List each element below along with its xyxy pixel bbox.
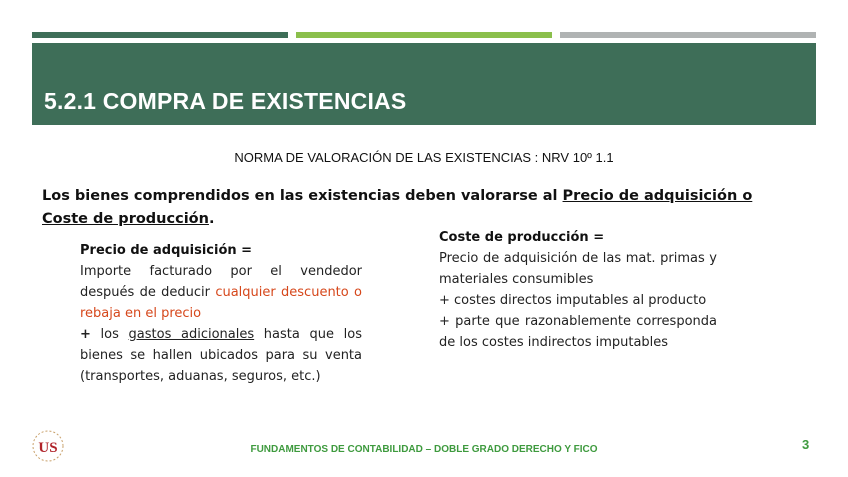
- svg-text:US: US: [38, 440, 58, 456]
- intro-paragraph: [42, 185, 802, 231]
- production-cost-block: [439, 227, 717, 353]
- acquisition-text-3: hasta que los bienes se hallen ubicados para su venta (transportes, aduanas, seguros, etc.): [80, 327, 362, 384]
- acquisition-text-1: Importe facturado por el vendedor después de deducir: [80, 264, 362, 300]
- accent-bar-light: [296, 32, 552, 38]
- page-number: 3: [802, 437, 810, 452]
- intro-text: Los bienes comprendidos en las existencias deben valorarse al: [42, 188, 563, 204]
- footer-text: FUNDAMENTOS DE CONTABILIDAD – DOBLE GRADO DERECHO Y FICO: [250, 444, 598, 455]
- production-line-1: Precio de adquisición de las mat. primas y materiales consumibles: [439, 251, 717, 287]
- title-band: [32, 43, 816, 125]
- acquisition-heading: Precio de adquisición =: [80, 243, 253, 258]
- intro-end: .: [208, 211, 215, 227]
- intro-underline-1: Precio de adquisición o: [562, 188, 753, 204]
- production-line-3: + parte que razonablemente corresponda de los costes indirectos imputables: [439, 314, 717, 350]
- accent-bar-dark: [32, 32, 288, 38]
- production-heading: Coste de producción =: [439, 230, 605, 245]
- acquisition-price-block: [80, 240, 362, 387]
- additional-costs-text: gastos adicionales: [128, 327, 255, 342]
- intro-underline-2: Coste de producción: [42, 211, 209, 227]
- plus-sign: +: [80, 327, 91, 342]
- accent-bar-gray: [560, 32, 816, 38]
- production-line-2: + costes directos imputables al producto: [439, 293, 707, 308]
- acquisition-text-2: los: [90, 327, 129, 342]
- acquisition-discount-text: cualquier descuento o rebaja en el precio: [80, 285, 362, 321]
- slide-title: 5.2.1 COMPRA DE EXISTENCIAS: [44, 88, 407, 114]
- slide-subtitle: NORMA DE VALORACIÓN DE LAS EXISTENCIAS : NRV 10º 1.1: [234, 150, 614, 165]
